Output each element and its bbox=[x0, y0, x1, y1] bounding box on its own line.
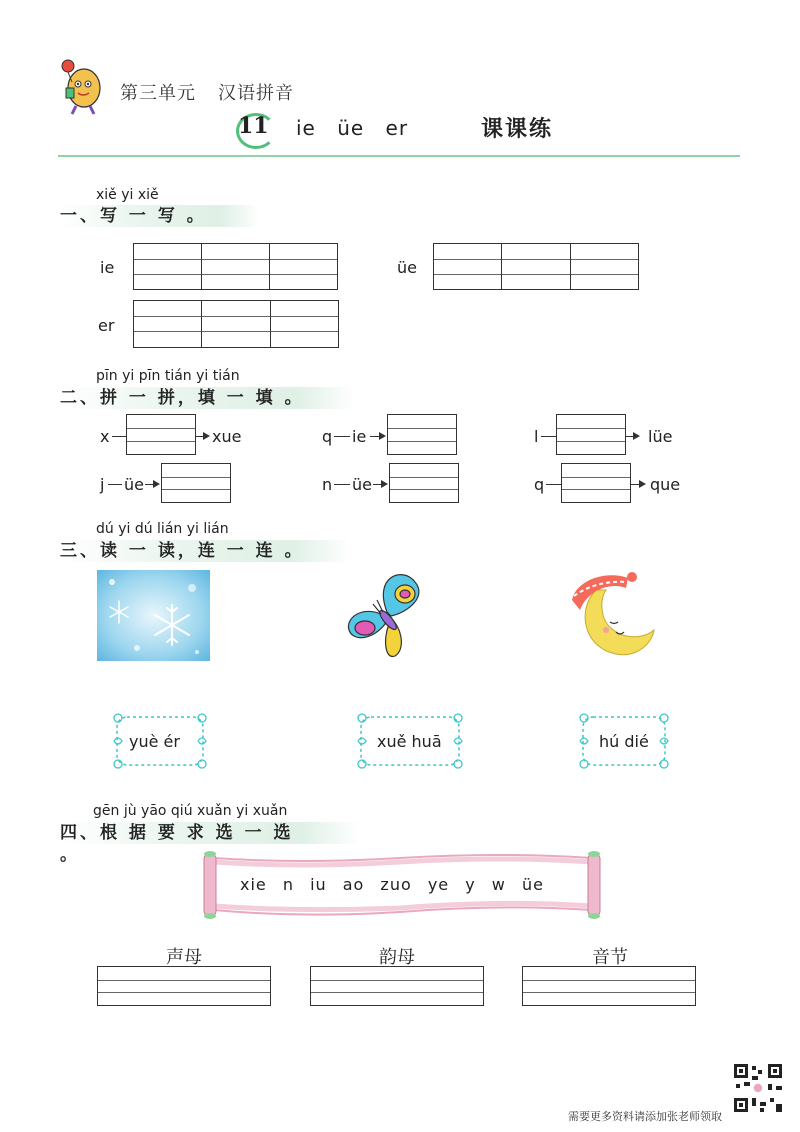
butterfly-picture[interactable] bbox=[343, 568, 435, 660]
column-title-yinjie: 音节 bbox=[592, 947, 628, 968]
label-er: er bbox=[98, 316, 115, 335]
spell4-box[interactable] bbox=[161, 463, 231, 503]
snowflake-picture[interactable] bbox=[97, 570, 210, 661]
spell5-left: n bbox=[322, 475, 333, 494]
section1-pinyin: xiě yi xiě bbox=[96, 187, 159, 203]
header-divider bbox=[58, 155, 740, 157]
spell1-left: x bbox=[100, 427, 110, 446]
spell3-right: lüe bbox=[648, 427, 673, 446]
writing-grid-ie[interactable] bbox=[133, 243, 338, 290]
writing-grid-er[interactable] bbox=[133, 300, 339, 348]
unit-heading bbox=[120, 79, 316, 105]
answer-box-shengmu[interactable] bbox=[97, 966, 271, 1006]
column-title-shengmu: 声母 bbox=[166, 947, 202, 968]
moon-picture[interactable] bbox=[566, 570, 656, 660]
spell2-left: q bbox=[322, 427, 333, 446]
spell6-left: q bbox=[534, 475, 545, 494]
answer-box-yinjie[interactable] bbox=[522, 966, 696, 1006]
column-title-yunmu: 韵母 bbox=[379, 947, 415, 968]
spell1-box[interactable] bbox=[126, 414, 196, 455]
qr-code-icon[interactable] bbox=[732, 1062, 784, 1114]
label-ie: ie bbox=[100, 258, 115, 277]
word-xue-hua: xuě huā bbox=[377, 732, 442, 751]
section2-pinyin: pīn yi pīn tián yi tián bbox=[96, 368, 240, 384]
spell4-left: j bbox=[100, 475, 105, 494]
lesson-number: 11 bbox=[238, 113, 269, 139]
spell2-mid: ie bbox=[352, 427, 367, 446]
word-yue-er: yuè ér bbox=[129, 732, 180, 751]
spell3-box[interactable] bbox=[556, 414, 626, 455]
section3-title: 三、读 一 读，连 一 连 。 bbox=[60, 540, 350, 562]
section4-title: 四、根 据 要 求 选 一 选 。 bbox=[60, 822, 360, 844]
spell4-mid: üe bbox=[124, 475, 144, 494]
spell1-right: xue bbox=[212, 427, 242, 446]
butterfly-icon bbox=[348, 575, 418, 657]
label-ue: üe bbox=[397, 258, 417, 277]
spell3-left: l bbox=[534, 427, 539, 446]
spell6-box[interactable] bbox=[561, 463, 631, 503]
moon-icon bbox=[572, 572, 654, 655]
word-hu-die: hú dié bbox=[599, 732, 649, 751]
lesson-title: ie üe er bbox=[296, 116, 409, 140]
spell6-right: que bbox=[650, 475, 681, 494]
lesson-tag: 课课练 bbox=[481, 117, 554, 142]
footer-note: 需要更多资料请添加张老师领取 bbox=[568, 1110, 722, 1123]
mascot-icon bbox=[58, 58, 106, 116]
section3-pinyin: dú yi dú lián yi lián bbox=[96, 521, 229, 537]
scroll-letters: xie n iu ao zuo ye y w üe bbox=[240, 875, 544, 894]
section2-title: 二、拼 一 拼，填 一 填 。 bbox=[60, 387, 355, 409]
spell5-box[interactable] bbox=[389, 463, 459, 503]
spell2-box[interactable] bbox=[387, 414, 457, 455]
spell5-mid: üe bbox=[352, 475, 372, 494]
answer-box-yunmu[interactable] bbox=[310, 966, 484, 1006]
unit-label: 第三单元 bbox=[120, 83, 196, 104]
section4-pinyin: gēn jù yāo qiú xuǎn yi xuǎn bbox=[93, 803, 288, 819]
topic-label: 汉语拼音 bbox=[218, 83, 294, 104]
writing-grid-ue[interactable] bbox=[433, 243, 639, 290]
section1-title: 一、写 一 写 。 bbox=[60, 205, 260, 227]
